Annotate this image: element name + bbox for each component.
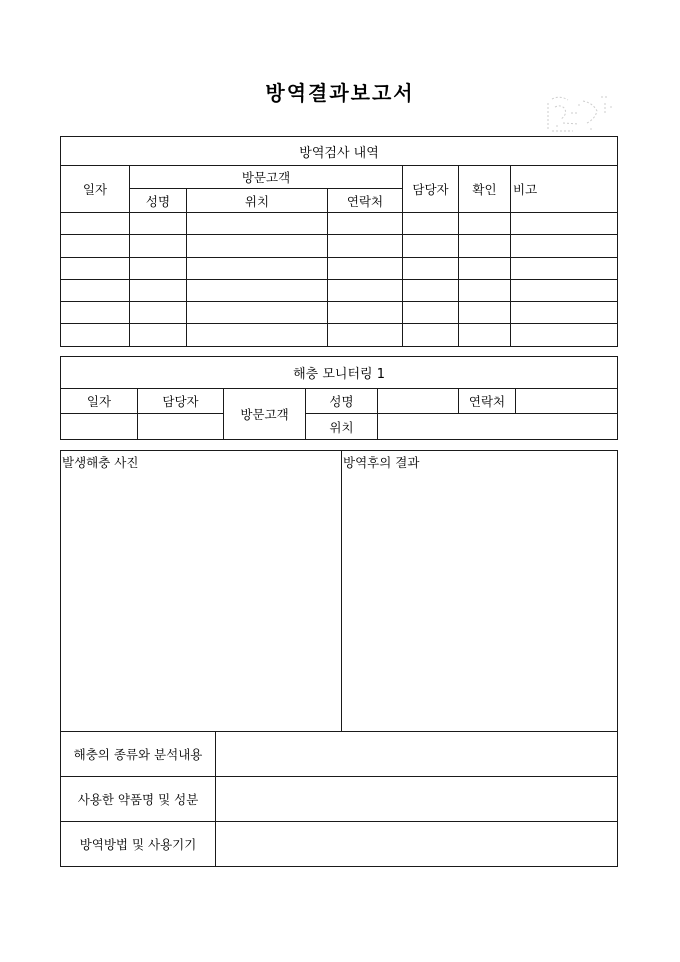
inspection-cell-date [61,257,130,279]
inspection-cell-date [61,213,130,235]
monitoring-location-label: 위치 [306,414,378,440]
inspection-cell-name [130,235,187,257]
chemical-used-value [216,777,618,822]
inspection-row [61,279,618,301]
inspection-cell-contact [328,213,403,235]
inspection-cell-contact [328,302,403,324]
inspection-cell-remarks [511,279,618,301]
inspection-cell-manager [403,302,459,324]
inspection-cell-confirm [459,279,511,301]
inspection-cell-confirm [459,257,511,279]
inspection-cell-location [187,257,328,279]
header-contact: 연락처 [328,189,403,213]
inspection-table-body [61,213,618,347]
inspection-cell-date [61,302,130,324]
inspection-cell-manager [403,279,459,301]
inspection-cell-date [61,235,130,257]
header-date: 일자 [61,166,130,213]
monitoring-date-value [61,414,138,440]
inspection-cell-name [130,302,187,324]
header-remarks: 비고 [511,166,618,213]
monitoring-location-value [378,414,618,440]
inspection-cell-date [61,324,130,346]
inspection-cell-remarks [511,235,618,257]
inspection-cell-name [130,213,187,235]
inspection-cell-location [187,324,328,346]
chemical-used-label: 사용한 약품명 및 성분 [61,777,216,822]
inspection-cell-remarks [511,257,618,279]
document-title: 방역결과보고서 [265,81,415,105]
monitoring-contact-value [516,389,618,414]
inspection-cell-location [187,279,328,301]
method-equipment-value [216,822,618,867]
inspection-row [61,302,618,324]
inspection-row [61,257,618,279]
monitoring-table-title: 해충 모니터링 1 [61,357,618,389]
inspection-cell-manager [403,235,459,257]
inspection-cell-confirm [459,302,511,324]
header-visitor: 방문고객 [130,166,403,189]
inspection-cell-contact [328,235,403,257]
method-equipment-label: 방역방법 및 사용기기 [61,822,216,867]
monitoring-table [60,356,618,440]
inspection-table [60,136,618,347]
inspection-cell-contact [328,279,403,301]
monitoring-visitor-label: 방문고객 [224,389,306,440]
monitoring-manager-value [138,414,224,440]
pest-analysis-label: 해충의 종류와 분석내용 [61,732,216,777]
inspection-cell-remarks [511,213,618,235]
header-confirm: 확인 [459,166,511,213]
result-table [60,450,618,867]
header-name: 성명 [130,189,187,213]
inspection-cell-location [187,235,328,257]
inspection-row [61,324,618,346]
inspection-cell-contact [328,257,403,279]
header-manager: 담당자 [403,166,459,213]
inspection-cell-confirm [459,324,511,346]
inspection-table-title: 방역검사 내역 [61,137,618,166]
faint-stamp-mark [543,93,617,135]
inspection-cell-name [130,257,187,279]
inspection-row [61,235,618,257]
inspection-cell-location [187,302,328,324]
monitoring-manager-label: 담당자 [138,389,224,414]
pest-photo-box: 발생해충 사진 [61,451,342,732]
inspection-row [61,213,618,235]
inspection-cell-manager [403,213,459,235]
inspection-cell-manager [403,324,459,346]
inspection-cell-remarks [511,324,618,346]
inspection-cell-name [130,324,187,346]
inspection-cell-confirm [459,213,511,235]
monitoring-contact-label: 연락처 [459,389,516,414]
inspection-cell-confirm [459,235,511,257]
monitoring-name-value [378,389,459,414]
monitoring-date-label: 일자 [61,389,138,414]
monitoring-name-label: 성명 [306,389,378,414]
inspection-cell-remarks [511,302,618,324]
inspection-cell-contact [328,324,403,346]
after-result-box: 방역후의 결과 [342,451,618,732]
inspection-cell-name [130,279,187,301]
pest-analysis-value [216,732,618,777]
header-location: 위치 [187,189,328,213]
inspection-cell-date [61,279,130,301]
inspection-cell-manager [403,257,459,279]
inspection-cell-location [187,213,328,235]
